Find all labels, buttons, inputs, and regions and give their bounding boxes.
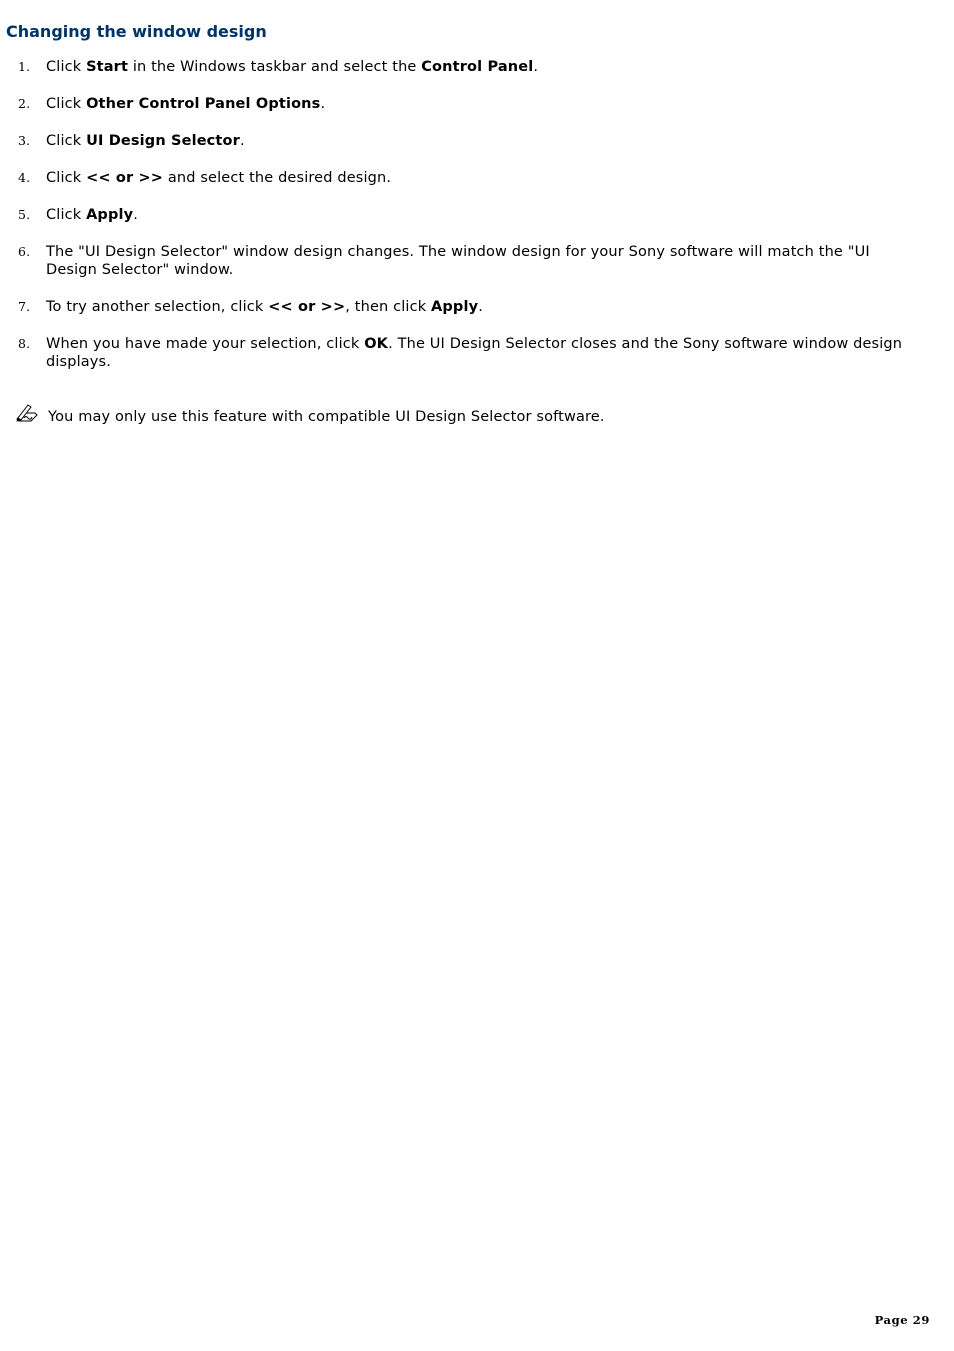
step-text <box>46 299 483 315</box>
step-text-part: in the Windows taskbar and select the <box>128 59 422 75</box>
step-text-part: . <box>320 96 326 112</box>
step-text-part: and select the desired design. <box>163 170 392 186</box>
page-footer <box>875 1313 930 1327</box>
step-item <box>0 206 954 224</box>
step-text <box>46 244 870 278</box>
step-item <box>0 298 954 316</box>
note <box>14 402 914 426</box>
step-text-part: . <box>133 207 138 223</box>
step-text <box>46 59 538 75</box>
step-text <box>46 96 325 112</box>
step-item <box>0 132 954 150</box>
step-text-bold: << or >> <box>268 299 346 315</box>
step-text-bold: Apply <box>431 299 479 315</box>
step-text-bold: << or >> <box>86 170 164 186</box>
footer-label: Page <box>874 1313 909 1327</box>
step-item <box>0 169 954 187</box>
step-item <box>0 243 954 279</box>
step-number: 1. <box>18 59 31 74</box>
step-text-bold: Apply <box>86 207 134 223</box>
step-number: 7. <box>18 299 31 314</box>
note-pencil-icon <box>14 402 40 424</box>
step-item <box>0 58 954 76</box>
steps-list <box>0 58 954 390</box>
step-text <box>46 170 391 186</box>
step-text-part: Click <box>46 96 87 112</box>
step-number: 2. <box>18 96 31 111</box>
step-text-part: When you have made your selection, click <box>46 336 365 352</box>
step-text-part: . The UI Design Selector closes and the Sony software window design displays. <box>46 336 903 370</box>
page-number: 29 <box>912 1313 930 1327</box>
step-number: 4. <box>18 170 31 185</box>
step-text-part: To try another selection, click <box>46 299 269 315</box>
step-text-part: . <box>478 299 483 315</box>
step-text-part: . <box>533 59 539 75</box>
step-number: 6. <box>18 244 31 259</box>
step-text-part: Click <box>46 207 87 223</box>
step-text <box>46 133 245 149</box>
note-text: You may only use this feature with compatible UI Design Selector software. <box>48 409 605 425</box>
step-text-part: Click <box>46 59 87 75</box>
step-number: 5. <box>18 207 31 222</box>
step-text-part: , then click <box>345 299 432 315</box>
step-item <box>0 95 954 113</box>
step-text-part: The "UI Design Selector" window design changes. The window design for your Sony software will match the "UI Design Selector" window. <box>46 244 870 278</box>
step-number: 8. <box>18 336 31 351</box>
step-text-bold: Other Control Panel Options <box>86 96 321 112</box>
step-text-part: Click <box>46 133 87 149</box>
step-text-bold: UI Design Selector <box>86 133 240 149</box>
step-text-part: Click <box>46 170 87 186</box>
page-title: Changing the window design <box>6 22 267 41</box>
step-number: 3. <box>18 133 31 148</box>
step-text-part: . <box>239 133 245 149</box>
step-text-bold: OK <box>364 336 389 352</box>
step-text-bold: Start <box>86 59 129 75</box>
step-text <box>46 336 902 370</box>
step-text <box>46 207 138 223</box>
step-item <box>0 335 954 371</box>
step-text-bold: Control Panel <box>421 59 534 75</box>
